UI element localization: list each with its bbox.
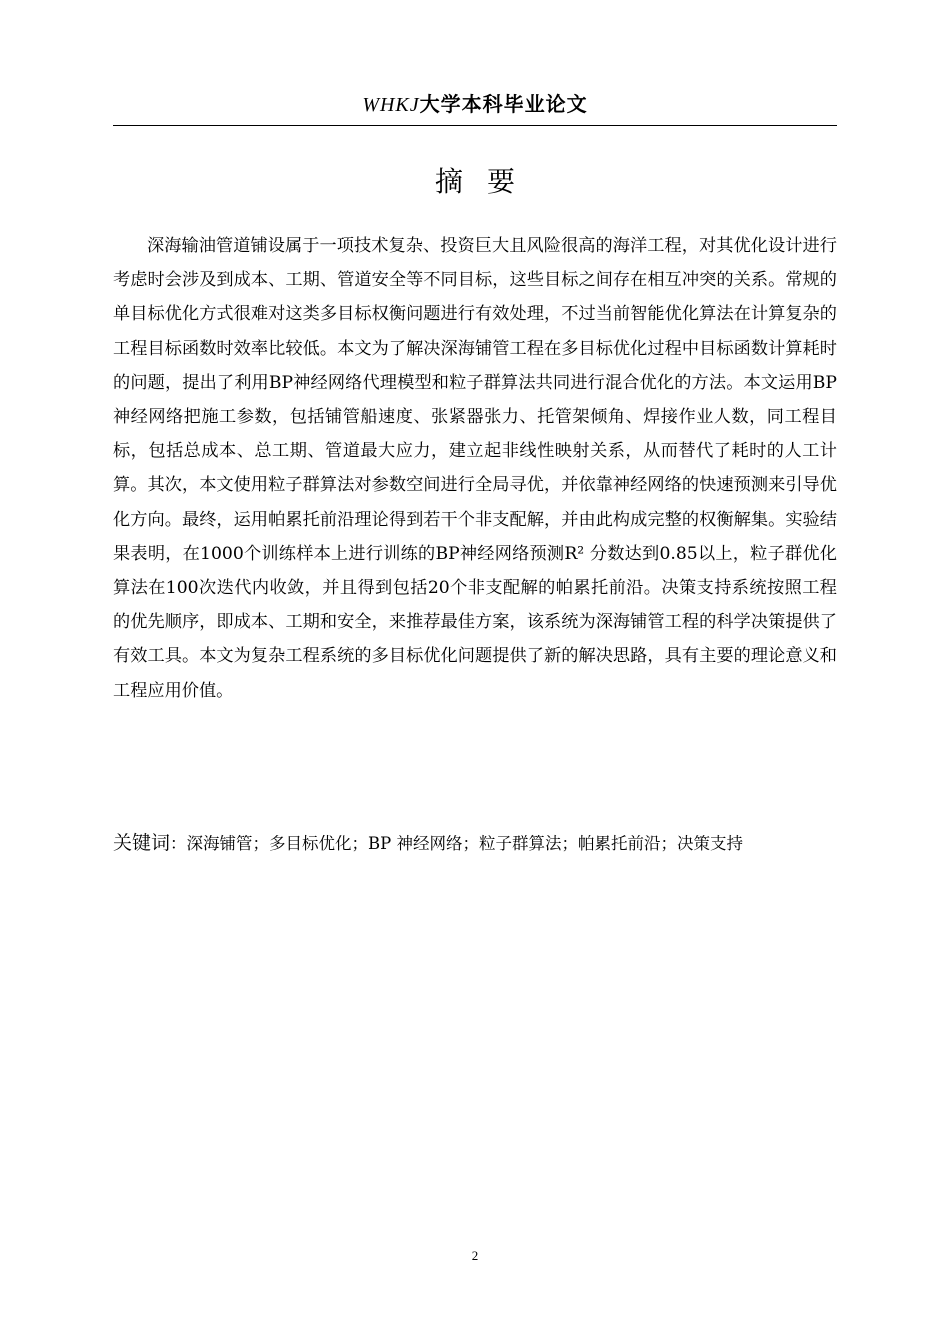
header-school-title: 大学本科毕业论文 xyxy=(419,92,588,116)
header-school-latin: WHKJ xyxy=(362,94,420,116)
keywords-label: 关键词 xyxy=(113,832,171,854)
abstract-paragraph: 深海输油管道铺设属于一项技术复杂、投资巨大且风险很高的海洋工程，对其优化设计进行考虑时会涉及到成本、工期、管道安全等不同目标，这些目标之间存在相互冲突的关系。常规的单目标优化方式很难对这类多目标权衡问题进行有效处理，不过当前智能优化算法在计算复杂的工程目标函数时效率比较低。本文为了解决深海铺管工程在多目标优化过程中目标函数计算耗时的问题，提出了利用BP神经网络代理模型和粒子群算法共同进行混合优化的方法。本文运用BP神经网络把施工参数，包括铺管船速度、张紧器张力、托管架倾角、焊接作业人数，同工程目标，包括总成本、总工期、管道最大应力，建立起非线性映射关系，从而替代了耗时的人工计算。其次，本文使用粒子群算法对参数空间进行全局寻优，并依靠神经网络的快速预测来引导优化方向。最终，运用帕累托前沿理论得到若干个非支配解，并由此构成完整的权衡解集。实验结果表明，在1000个训练样本上进行训练的BP神经网络预测R² 分数达到0.85以上，粒子群优化算法在100次迭代内收敛，并且得到包括20个非支配解的帕累托前沿。决策支持系统按照工程的优先顺序，即成本、工期和安全，来推荐最佳方案，该系统为深海铺管工程的科学决策提供了有效工具。本文为复杂工程系统的多目标优化问题提供了新的解决思路，具有主要的理论意义和工程应用价值。 xyxy=(113,236,837,701)
header-rule xyxy=(113,125,837,126)
page-number: 2 xyxy=(471,1248,479,1263)
keywords-line xyxy=(113,828,853,859)
keywords-text: ：深海铺管；多目标优化；BP 神经网络；粒子群算法；帕累托前沿；决策支持 xyxy=(170,834,743,853)
running-header xyxy=(113,88,837,117)
page-title: 摘要 xyxy=(434,165,539,198)
